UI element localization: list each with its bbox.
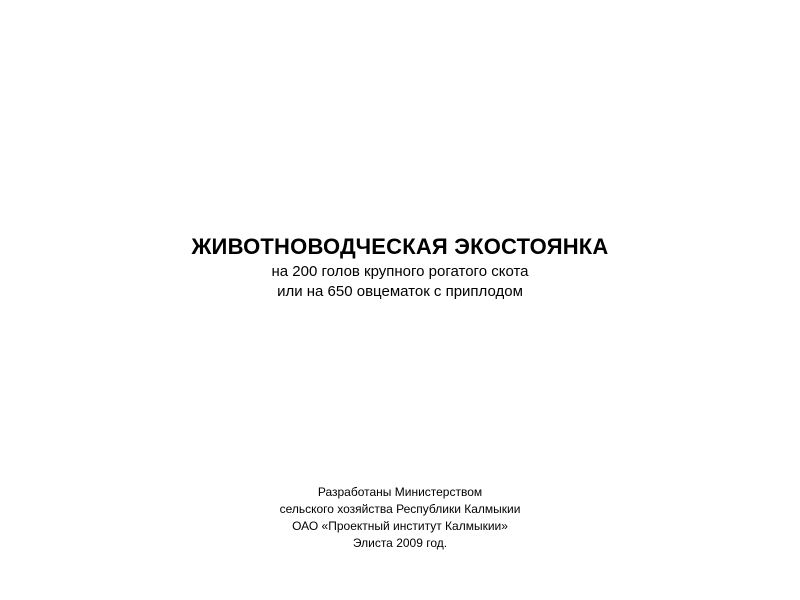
credit-line-ministry: сельского хозяйства Республики Калмыкии — [279, 502, 521, 516]
credit-line-developed-by: Разработаны Министерством — [317, 485, 483, 499]
document-title: ЖИВОТНОВОДЧЕСКАЯ ЭКОСТОЯНКА — [191, 234, 609, 259]
subtitle-line-1: на 200 голов крупного рогатого скота — [271, 263, 529, 280]
credit-line-institute: ОАО «Проектный институт Калмыкии» — [292, 519, 508, 533]
credit-line-city-year: Элиста 2009 год. — [352, 536, 448, 550]
title-block — [0, 232, 800, 302]
credits-block — [0, 484, 800, 552]
subtitle-line-2: или на 650 овцематок с приплодом — [277, 283, 523, 300]
